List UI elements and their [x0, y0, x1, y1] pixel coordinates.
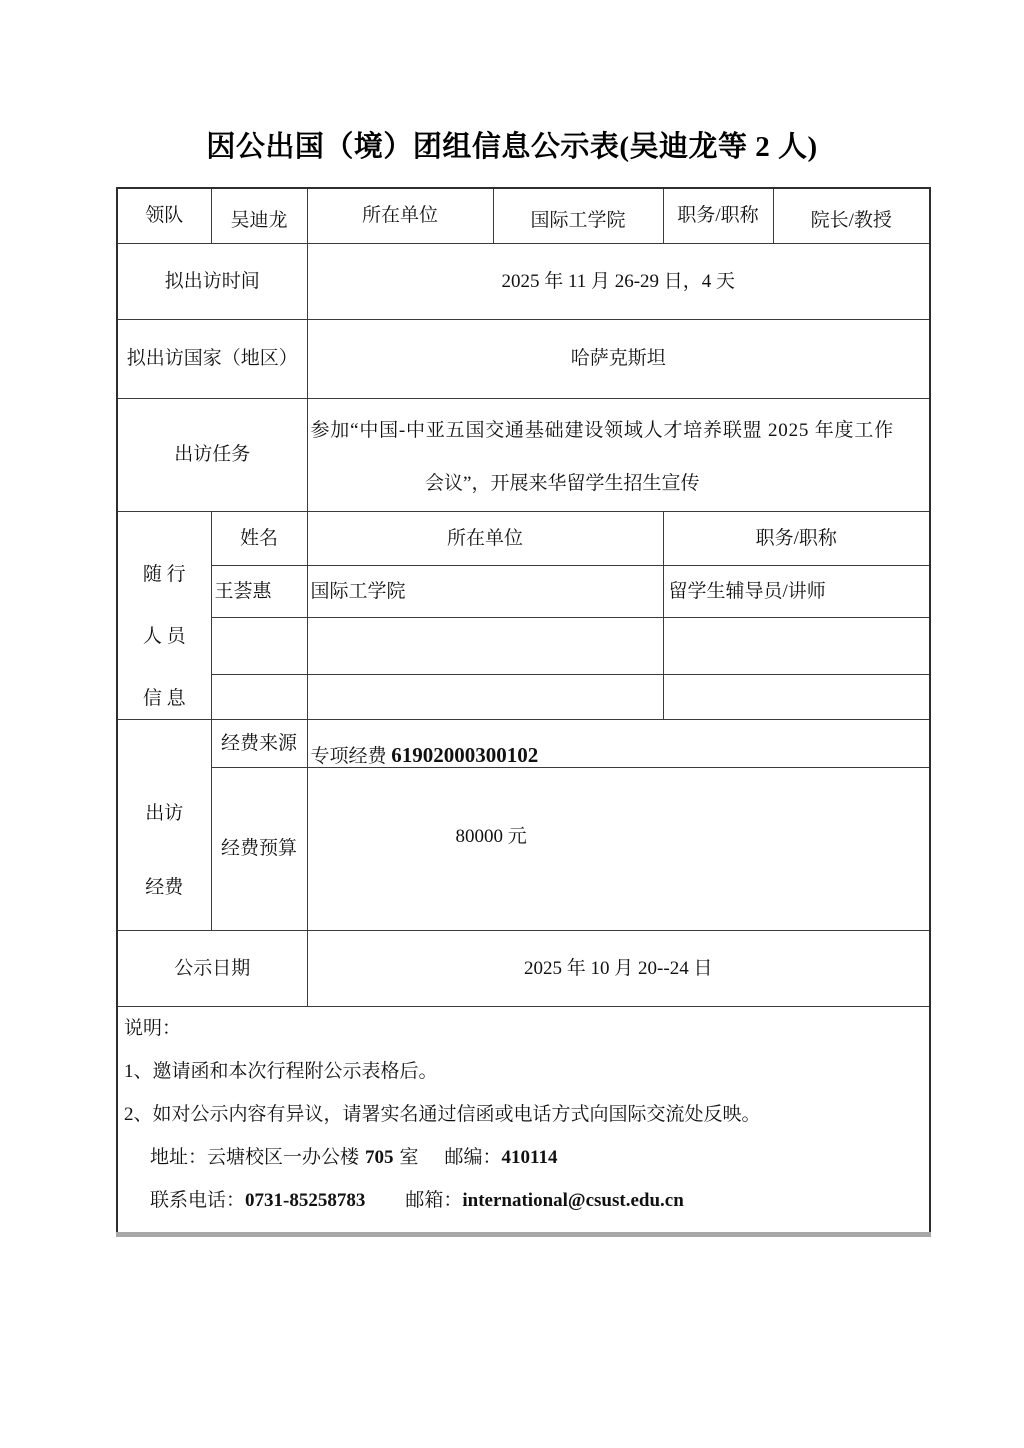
row-task — [117, 398, 930, 511]
notes-heading: 说明： — [124, 1017, 182, 1039]
trip-info-table — [116, 187, 931, 1237]
publicity-date-label: 公示日期 — [117, 930, 307, 1006]
task-label: 出访任务 — [117, 398, 307, 511]
phone-value: 0731-85258783 — [245, 1189, 366, 1211]
notes-contact-line — [124, 1189, 923, 1213]
address-room-unit: 室 — [399, 1146, 419, 1168]
companions-header-unit: 所在单位 — [307, 511, 663, 565]
funding-section-label — [117, 719, 211, 930]
funding-source-label: 经费来源 — [211, 719, 307, 767]
address-room-number: 705 — [365, 1146, 394, 1168]
leader-name: 吴迪龙 — [211, 188, 307, 243]
funding-source-prefix: 专项经费 — [310, 745, 392, 767]
page-title: 因公出国（境）团组信息公示表(吴迪龙等 2 人) — [206, 131, 818, 163]
companion-row-2 — [117, 617, 930, 674]
country-value: 哈萨克斯坦 — [307, 319, 930, 398]
funding-budget-value: 80000 元 — [307, 767, 930, 930]
row-companions-header — [117, 511, 930, 565]
companion-1-unit: 国际工学院 — [307, 565, 663, 617]
funding-label-line1: 出访 — [145, 802, 184, 824]
postcode-label: 邮编： — [444, 1146, 502, 1168]
task-value-line1: 参加“中国-中亚五国交通基础建设领域人才培养联盟 2025 年度工作 — [310, 419, 894, 441]
companions-label-line1: 随 行 — [142, 564, 186, 585]
row-leader — [117, 188, 930, 243]
task-value-line2: 会议”，开展来华留学生招生宣传 — [425, 472, 700, 494]
row-time — [117, 243, 930, 319]
leader-unit-label: 所在单位 — [307, 188, 493, 243]
companions-label-line2: 人 员 — [142, 626, 186, 647]
companions-section-label — [117, 511, 211, 719]
email-label: 邮箱： — [405, 1189, 463, 1211]
funding-source-code: 61902000300102 — [391, 742, 539, 767]
phone-label: 联系电话： — [150, 1189, 246, 1211]
companion-2-unit — [307, 617, 663, 674]
companion-3-name — [211, 674, 307, 719]
row-country — [117, 319, 930, 398]
leader-title-label: 职务/职称 — [663, 188, 773, 243]
email-value: international@csust.edu.cn — [462, 1189, 684, 1211]
notes-item-1: 1、邀请函和本次行程附公示表格后。 — [124, 1060, 438, 1082]
funding-budget-label: 经费预算 — [211, 767, 307, 930]
notes-cell — [117, 1006, 930, 1234]
companion-2-name — [211, 617, 307, 674]
companion-3-unit — [307, 674, 663, 719]
companion-2-title — [663, 617, 930, 674]
country-label: 拟出访国家（地区） — [117, 319, 307, 398]
row-funding-source — [117, 719, 930, 767]
time-label: 拟出访时间 — [117, 243, 307, 319]
notes-item-2: 2、如对公示内容有异议，请署实名通过信函或电话方式向国际交流处反映。 — [124, 1103, 761, 1125]
leader-title-value: 院长/教授 — [773, 188, 930, 243]
row-funding-budget — [117, 767, 930, 930]
publicity-date-value: 2025 年 10 月 20--24 日 — [307, 930, 930, 1006]
companion-row-3 — [117, 674, 930, 719]
time-value: 2025 年 11 月 26-29 日，4 天 — [307, 243, 930, 319]
task-value — [307, 398, 930, 511]
funding-source-value — [307, 719, 930, 767]
row-publicity-date — [117, 930, 930, 1006]
companion-1-title: 留学生辅导员/讲师 — [663, 565, 930, 617]
address-label: 地址：云塘校区一办公楼 — [150, 1146, 360, 1168]
companion-3-title — [663, 674, 930, 719]
postcode-value: 410114 — [501, 1146, 558, 1168]
companions-header-title: 职务/职称 — [663, 511, 930, 565]
leader-unit-value: 国际工学院 — [493, 188, 663, 243]
funding-label-line2: 经费 — [145, 876, 184, 898]
leader-label: 领队 — [117, 188, 211, 243]
notes-address-line — [124, 1146, 923, 1170]
companions-label-line3: 信 息 — [142, 688, 186, 709]
companions-header-name: 姓名 — [211, 511, 307, 565]
companion-row-1 — [117, 565, 930, 617]
row-notes — [117, 1006, 930, 1234]
companion-1-name: 王荟惠 — [211, 565, 307, 617]
